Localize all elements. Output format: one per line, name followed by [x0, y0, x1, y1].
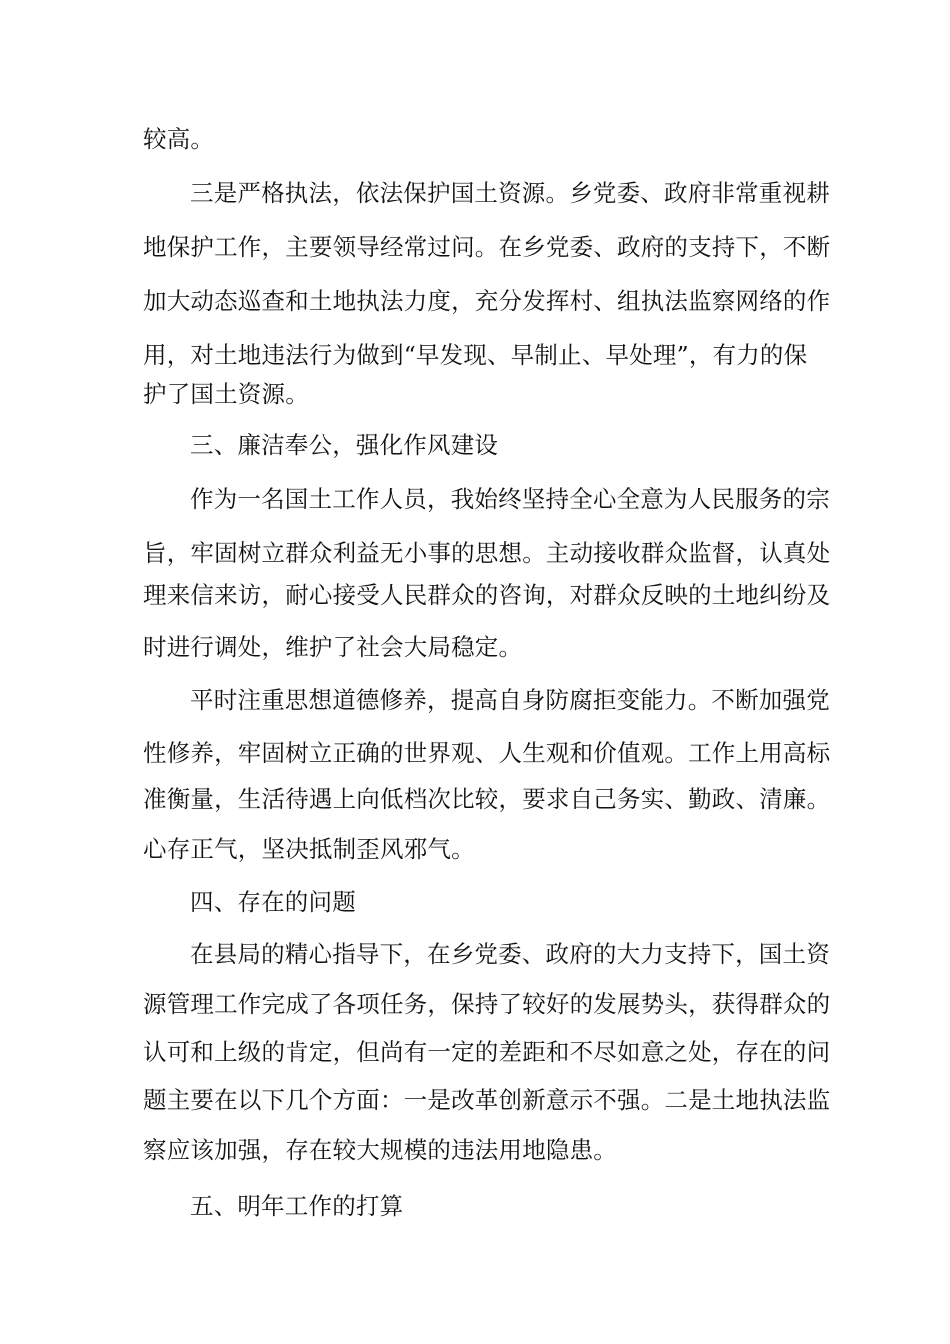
- paragraph-first-line: 平时注重思想道德修养，提高自身防腐拒变能力。不断加强党: [190, 686, 830, 714]
- text-line: 用，对土地违法行为做到“早发现、早制止、早处理”，有力的保: [143, 341, 808, 369]
- text-line: 心存正气，坚决抵制歪风邪气。: [143, 835, 475, 863]
- text-line: 较高。: [143, 125, 215, 153]
- text-line: 认可和上级的肯定，但尚有一定的差距和不尽如意之处，存在的问: [143, 1038, 831, 1066]
- text-line: 源管理工作完成了各项任务，保持了较好的发展势头，获得群众的: [143, 990, 831, 1018]
- text-line: 性修养，牢固树立正确的世界观、人生观和价值观。工作上用高标: [143, 739, 831, 767]
- text-line: 旨，牢固树立群众利益无小事的思想。主动接收群众监督，认真处: [143, 539, 831, 567]
- text-line: 时进行调处，维护了社会大局稳定。: [143, 633, 523, 661]
- paragraph-first-line: 在县局的精心指导下，在乡党委、政府的大力支持下，国土资: [190, 940, 830, 968]
- section-heading: 四、存在的问题: [190, 888, 356, 916]
- text-line: 理来信来访，耐心接受人民群众的咨询，对群众反映的土地纠纷及: [143, 581, 831, 609]
- text-line: 察应该加强，存在较大规模的违法用地隐患。: [143, 1136, 617, 1164]
- paragraph-first-line: 作为一名国土工作人员，我始终坚持全心全意为人民服务的宗: [190, 485, 830, 513]
- text-line: 题主要在以下几个方面：一是改革创新意示不强。二是土地执法监: [143, 1086, 831, 1114]
- section-heading: 五、明年工作的打算: [190, 1192, 404, 1220]
- text-line: 准衡量，生活待遇上向低档次比较，要求自己务实、勤政、清廉。: [143, 785, 831, 813]
- text-line: 护了国土资源。: [143, 380, 309, 408]
- text-line: 加大动态巡查和土地执法力度，充分发挥村、组执法监察网络的作: [143, 287, 831, 315]
- paragraph-first-line: 三是严格执法，依法保护国土资源。乡党委、政府非常重视耕: [190, 179, 830, 207]
- text-line: 地保护工作，主要领导经常过问。在乡党委、政府的支持下，不断: [143, 233, 831, 261]
- section-heading: 三、廉洁奉公，强化作风建设: [190, 431, 499, 459]
